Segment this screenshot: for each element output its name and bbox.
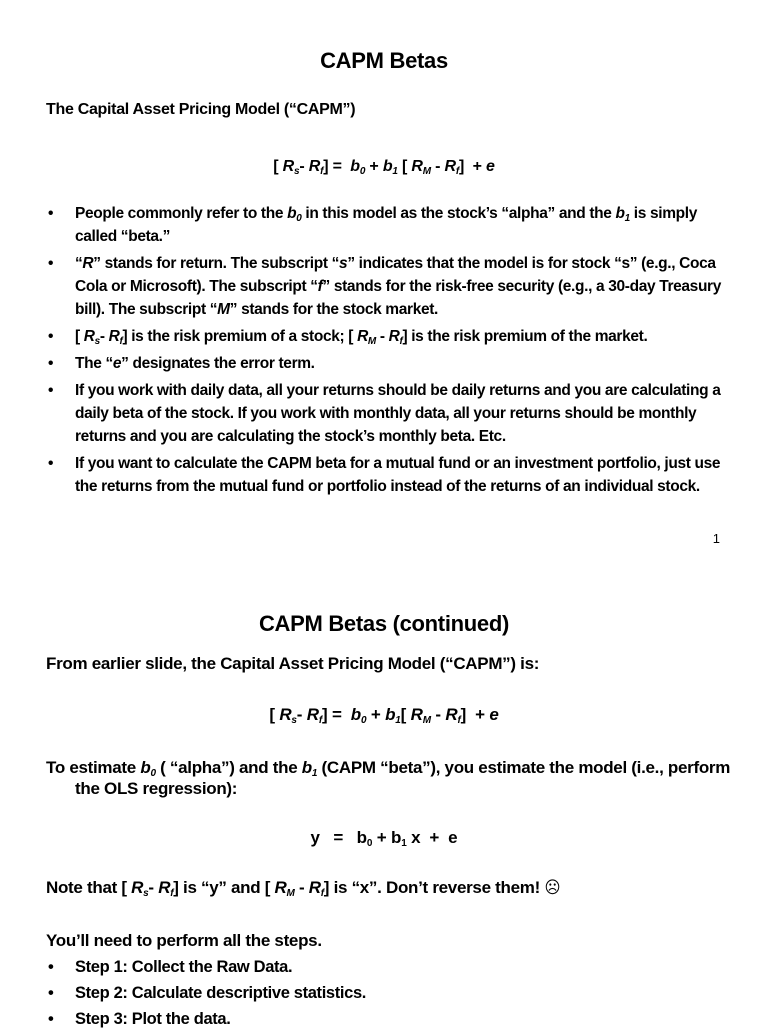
list-item: • Step 3: Plot the data. [46,1007,736,1031]
list-item: • Step 2: Calculate descriptive statistics. [46,981,736,1005]
list-item: • “R” stands for return. The subscript “s” indicates that the model is for stock “s” (e.g., Coca Cola or Microsoft). The subscript “f” stands for the risk-free security (e.g., a 30-day Treasury bill). The subscript “M” stands for the stock market. [46,252,736,321]
list-item: • The “e” designates the error term. [46,352,736,375]
regression-equation: $y = b_0 + b_1$ x + e [310,828,458,849]
steps-intro: You’ll need to perform all the steps. [46,931,322,950]
capm-equation: [ $R_s-$ $R_f] = b_0 + b_1$[ $R_M - R_f] + e$ [269,705,499,726]
slide-title: CAPM Betas [320,48,448,73]
list-item: • People commonly refer to the $b_0$ in this model as the stock’s “alpha” and the $b_1$ is simply called “beta.” [46,202,736,248]
list-item: • If you want to calculate the CAPM beta for a mutual fund or an investment portfolio, just use the returns from the mutual fund or portfolio instead of the returns of an individual stock. [46,452,736,498]
estimate-text: To estimate $b_0$ ( “alpha”) and the $b_1$ (CAPM “beta”), you estimate the model (i.e., perform the OLS regression): [46,758,731,798]
list-item: • [ $R_s-$ $R_f$] is the risk premium of a stock; [ $R_M - R_f$] is the risk premium of the market. [46,325,736,348]
intro-text: The Capital Asset Pricing Model (“CAPM”) [46,101,356,118]
capm-equation: [ $R_s-$ $R_f] = b_0 + b_1$ [ $R_M - R_f] + e$ [273,158,495,177]
bullet-list [46,202,736,502]
note-text: Note that [ $R_s-$ $R_f$] is “y” and [ $R_M - R_f$] is “x”. Don’t reverse them! ☹ [46,878,560,899]
list-item: • Step 1: Collect the Raw Data. [46,955,736,979]
list-item: • If you work with daily data, all your returns should be daily returns and you are calculating a daily beta of the stock. If you work with monthly data, all your returns should be monthly returns and you are calculating the stock’s monthly beta. Etc. [46,379,736,448]
page-number: 1 [712,531,720,546]
steps-list [46,955,736,1033]
slide-title: CAPM Betas (continued) [258,611,510,636]
intro-text: From earlier slide, the Capital Asset Pricing Model (“CAPM”) is: [46,654,540,673]
slide-2 [0,560,768,1028]
